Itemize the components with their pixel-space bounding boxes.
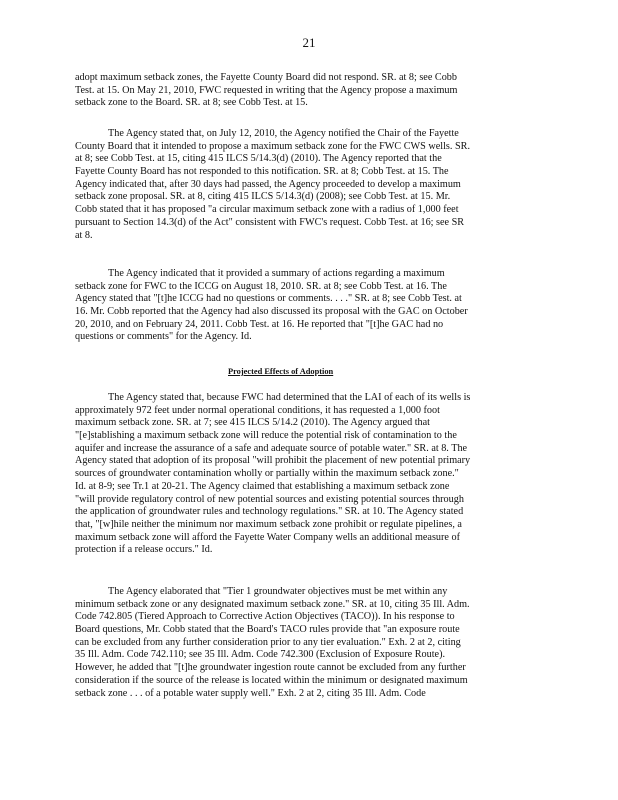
text-line: The Agency elaborated that "Tier 1 groundwater objectives must be met within any	[108, 586, 448, 597]
text-line: setback zone . . . of a potable water supply well." Exh. 2 at 2, citing 35 Ill. Adm. Code	[75, 687, 426, 699]
text-line: setback zone proposal. SR. at 8, citing 415 ILCS 5/14.3(d) (2008); see Cobb Test. at 15. Mr.	[75, 191, 451, 203]
text-line: can be excluded from any further consideration prior to any tier evaluation." Exh. 2 at 2, citing	[75, 636, 461, 648]
text-line: Fayette County Board has not responded to this notification. SR. at 8; Cobb Test. at 15. The	[75, 166, 449, 178]
paragraph-4	[75, 392, 529, 557]
text-line: at 8; see Cobb Test. at 15, citing 415 ILCS 5/14.3(d) (2010). The Agency reported that the	[75, 153, 442, 165]
text-line: 16. Mr. Cobb reported that the Agency had also discussed its proposal with the GAC on October	[75, 306, 468, 318]
text-line: the application of groundwater rules and technology regulations." SR. at 10. The Agency stated	[75, 506, 464, 518]
text-line: aquifer and increase the assurance of a safe and adequate source of potable water." SR. at 8. The	[75, 442, 468, 454]
text-line: adopt maximum setback zones, the Fayette County Board did not respond. SR. at 8; see Cobb	[75, 72, 457, 83]
paragraph-5	[75, 586, 529, 700]
text-line: sources of groundwater contamination wholly or partially within the maximum setback zone."	[75, 468, 459, 480]
text-line: setback zone for FWC to the ICCG on August 18, 2010. SR. at 8; see Cobb Test. at 16. The	[75, 280, 447, 292]
text-line: Test. at 15. On May 21, 2010, FWC requested in writing that the Agency propose a maximum	[75, 84, 458, 96]
paragraph-1	[75, 72, 529, 110]
text-line: Agency indicated that, after 30 days had passed, the Agency proceeded to develop a maximum	[75, 178, 461, 190]
text-line: The Agency indicated that it provided a summary of actions regarding a maximum	[108, 268, 445, 279]
text-line: consideration if the source of the release is located within the minimum or designated maximum	[75, 674, 468, 686]
section-heading: Projected Effects of Adoption	[228, 367, 334, 376]
text-line: County Board that it intended to propose a maximum setback zone for the FWC CWS wells. SR.	[75, 140, 470, 152]
text-line: pursuant to Section 14.3(d) of the Act" consistent with FWC's request. Cobb Test. at 16; see SR	[75, 216, 465, 228]
text-line: Code 742.805 (Tiered Approach to Corrective Action Objectives (TACO)). In his response to	[75, 611, 455, 623]
text-line: protection if a release occurs." Id.	[75, 544, 213, 556]
text-line: questions or comments" for the Agency. Id.	[75, 331, 252, 343]
text-line: "will provide regulatory control of new potential sources and existing potential sources through	[75, 493, 464, 505]
text-line: Agency stated that "[t]he ICCG had no questions or comments. . . ." SR. at 8; see Cobb Test. at	[75, 293, 462, 305]
text-line: The Agency stated that, on July 12, 2010, the Agency notified the Chair of the Fayette	[108, 128, 459, 139]
text-line: approximately 972 feet under normal operational conditions, it has requested a 1,000 foot	[75, 404, 440, 416]
page-number: 21	[302, 35, 316, 50]
text-line: at 8.	[75, 229, 93, 241]
paragraph-2	[75, 128, 529, 242]
text-line: minimum setback zone or any designated maximum setback zone." SR. at 10, citing 35 Ill. Adm.	[75, 598, 470, 610]
text-line: setback zone to the Board. SR. at 8; see Cobb Test. at 15.	[75, 97, 308, 109]
text-line: "[e]stablishing a maximum setback zone will reduce the potential risk of contamination to the	[75, 430, 457, 442]
text-line: maximum setback zone will afford the Fayette Water Company wells an additional measure of	[75, 531, 460, 543]
text-line: 20, 2010, and on February 24, 2011. Cobb Test. at 16. He reported that "[t]he GAC had no	[75, 318, 444, 330]
text-line: However, he added that "[t]he groundwater ingestion route cannot be excluded from any further	[75, 662, 466, 674]
text-line: Cobb stated that it has proposed "a circular maximum setback zone with a radius of 1,000 feet	[75, 204, 459, 216]
text-line: Id. at 8-9; see Tr.1 at 20-21. The Agency claimed that establishing a maximum setback zone	[75, 480, 450, 492]
text-line: Agency stated that adoption of its proposal "will prohibit the placement of new potential primary	[75, 455, 471, 467]
text-line: Board questions, Mr. Cobb stated that the Board's TACO rules provide that "an exposure route	[75, 624, 460, 636]
text-line: The Agency stated that, because FWC had determined that the LAI of each of its wells is	[108, 392, 471, 403]
text-line: maximum setback zone. SR. at 7; see 415 ILCS 5/14.2 (2010). The Agency argued that	[75, 417, 430, 429]
text-line: 35 Ill. Adm. Code 742.110; see 35 Ill. Adm. Code 742.300 (Exclusion of Exposure Route).	[75, 649, 446, 661]
paragraph-3	[75, 268, 529, 344]
text-line: that, "[w]hile neither the minimum nor maximum setback zone prohibit or regulate pipelines, a	[75, 518, 462, 530]
